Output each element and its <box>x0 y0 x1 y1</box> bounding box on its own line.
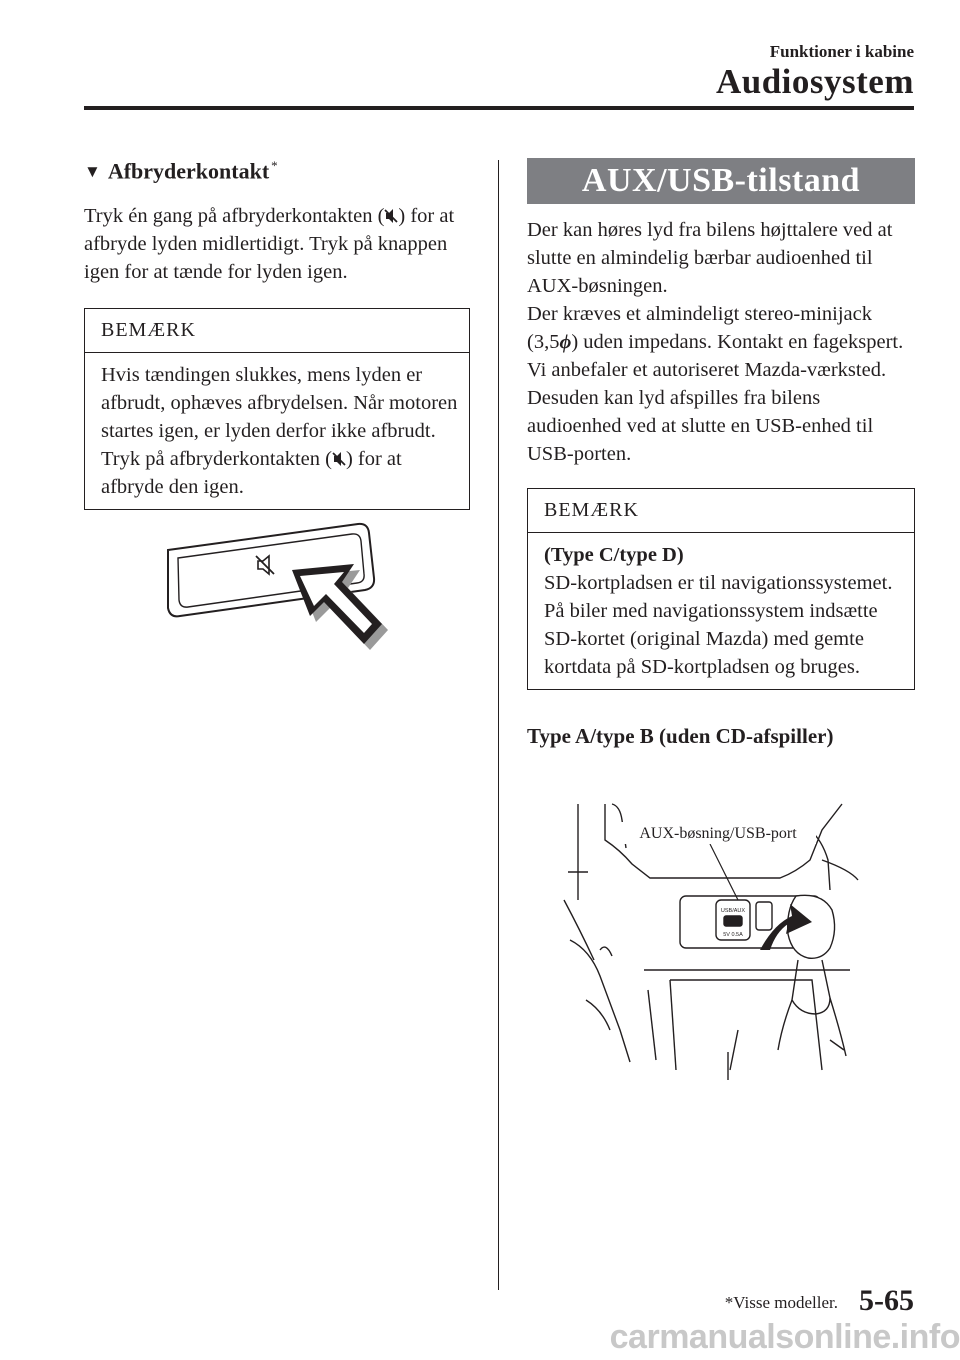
svg-text:5V 0.5A: 5V 0.5A <box>723 932 743 938</box>
aux-paragraph-3: Desuden kan lyd afspilles fra bilens audioenhed ved at slutte en USB-enhed til USB-porten. <box>527 387 874 465</box>
diameter-symbol: ϕ <box>559 331 572 353</box>
usb-aux-port <box>716 900 772 940</box>
column-divider <box>498 160 499 1290</box>
mute-icon <box>332 451 346 467</box>
header-section: Funktioner i kabine <box>769 42 914 61</box>
note-type-label: (Type C/type D) <box>544 544 684 566</box>
svg-text:USB/AUX: USB/AUX <box>720 908 746 914</box>
triangle-bullet-icon: ▼ <box>84 162 101 181</box>
note-body <box>528 533 914 689</box>
figure-caption: Type A/type B (uden CD-afspiller) <box>527 724 834 748</box>
console-illustration <box>560 800 860 1080</box>
section-banner: AUX/USB-tilstand <box>527 158 915 204</box>
note-body: Hvis tændingen slukkes, mens lyden er afbrudt, ophæves afbrydelsen. Når motoren startes igen, er lyden derfor ikke afbrudt. Tryk på afbryderkontakten ( ) for at afbryde den igen. <box>101 364 458 499</box>
callout-leader <box>710 844 738 900</box>
mute-switch-paragraph: Tryk én gang på afbryderkontakten ( ) for at afbryde lyden midlertidigt. Tryk på knappen igen for at tænde for lyden igen. <box>84 205 455 284</box>
mute-button-illustration <box>150 518 390 668</box>
note-box-left <box>84 308 470 510</box>
aux-paragraph-2: Der kræves et almindeligt stereo-minijack (3,5ϕ) uden impedans. Kontakt en fagekspert. Vi anbefaler et autoriseret Mazda-værksted. <box>527 303 904 381</box>
note-heading: BEMÆRK <box>528 489 914 533</box>
page-title: Audiosystem <box>715 62 914 101</box>
right-column <box>527 158 915 749</box>
note-text: SD-kortpladsen er til navigationssystemet. På biler med navigationssystem indsætte SD-kortet (original Mazda) med gemte kortdata på SD-kortpladsen og bruges. <box>544 572 893 678</box>
model-marker: * <box>271 158 278 173</box>
mute-icon <box>384 208 398 224</box>
watermark: carmanualsonline.info <box>609 1318 960 1356</box>
mute-switch-heading <box>84 158 470 184</box>
callout-label: AUX-bøsning/USB-port <box>639 825 797 842</box>
header-rule <box>84 106 914 110</box>
footnote: *Visse modeller. <box>724 1293 838 1312</box>
mute-switch-heading-text: Afbryderkontakt <box>107 158 270 184</box>
note-heading: BEMÆRK <box>85 309 469 353</box>
left-column <box>84 158 470 510</box>
aux-paragraph-1: Der kan høres lyd fra bilens højttalere ved at slutte en almindelig bærbar audioenhed til AUX-bøsningen. <box>527 219 893 297</box>
note-box-right <box>527 488 915 690</box>
page-number: 5-65 <box>859 1284 914 1317</box>
